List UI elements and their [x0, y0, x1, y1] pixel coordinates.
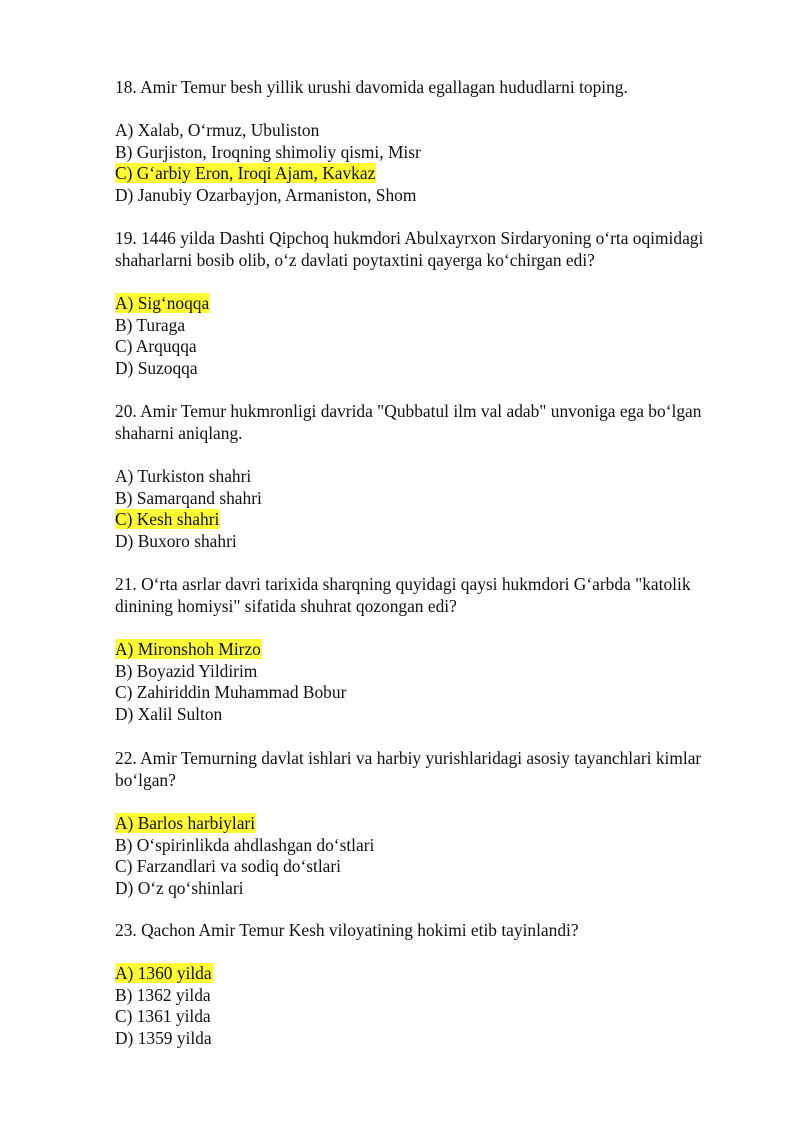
- question-18: [115, 76, 735, 206]
- option-a-highlighted: A) Mironshoh Mirzo: [115, 639, 261, 659]
- option-c-highlighted: C) G‘arbiy Eron, Iroqi Ajam, Kavkaz: [115, 163, 376, 184]
- question-text: 18. Amir Temur besh yillik urushi davomida egallagan hududlarni toping.: [115, 77, 628, 97]
- option-d: D) Suzoqqa: [115, 357, 198, 378]
- answer-options: [115, 639, 735, 725]
- option-b: B) 1362 yilda: [115, 984, 211, 1005]
- question-20: [115, 400, 735, 552]
- option-a-highlighted: A) Sig‘noqqa: [115, 293, 210, 313]
- option-c: C) 1361 yilda: [115, 1006, 211, 1027]
- question-text: 19. 1446 yilda Dashti Qipchoq hukmdori Abulxayrxon Sirdaryoning o‘rta oqimidagi shaharlarni bosib olib, o‘z davlati poytaxtini qayerga ko‘chirgan edi?: [115, 228, 704, 270]
- question-23: [115, 919, 735, 1049]
- answer-options: [115, 466, 735, 552]
- answer-options: [115, 813, 735, 899]
- answer-options: [115, 963, 735, 1049]
- option-b: B) Boyazid Yildirim: [115, 660, 258, 681]
- option-b: B) O‘spirinlikda ahdlashgan do‘stlari: [115, 834, 375, 855]
- question-21: [115, 573, 735, 725]
- question-text: 21. O‘rta asrlar davri tarixida sharqning quyidagi qaysi hukmdori G‘arbda "katolik dinining homiysi" sifatida shuhrat qozongan edi?: [115, 574, 691, 616]
- option-c: C) Zahiriddin Muhammad Bobur: [115, 682, 347, 703]
- answer-options: [115, 293, 735, 379]
- option-c: C) Arquqqa: [115, 336, 197, 357]
- question-19: [115, 227, 735, 379]
- option-c-highlighted: C) Kesh shahri: [115, 509, 220, 530]
- option-d: D) Janubiy Ozarbayjon, Armaniston, Shom: [115, 184, 417, 205]
- option-d: D) Buxoro shahri: [115, 530, 237, 551]
- question-text: 20. Amir Temur hukmronligi davrida "Qubbatul ilm val adab" unvoniga ega bo‘lgan shaharni aniqlang.: [115, 401, 702, 443]
- answer-options: [115, 120, 735, 206]
- option-a: A) Turkiston shahri: [115, 466, 252, 486]
- option-d: D) 1359 yilda: [115, 1027, 212, 1048]
- option-a-highlighted: A) 1360 yilda: [115, 963, 212, 983]
- option-b: B) Turaga: [115, 314, 186, 335]
- option-a-highlighted: A) Barlos harbiylari: [115, 813, 256, 833]
- option-a: A) Xalab, O‘rmuz, Ubuliston: [115, 120, 320, 140]
- question-text: 23. Qachon Amir Temur Kesh viloyatining hokimi etib tayinlandi?: [115, 920, 579, 940]
- question-22: [115, 747, 735, 899]
- option-d: D) O‘z qo‘shinlari: [115, 877, 244, 898]
- question-text: 22. Amir Temurning davlat ishlari va harbiy yurishlaridagi asosiy tayanchlari kimlar bo‘lgan?: [115, 748, 702, 790]
- option-b: B) Samarqand shahri: [115, 487, 262, 508]
- option-c: C) Farzandlari va sodiq do‘stlari: [115, 856, 342, 877]
- option-b: B) Gurjiston, Iroqning shimoliy qismi, Misr: [115, 141, 421, 162]
- option-d: D) Xalil Sulton: [115, 703, 223, 724]
